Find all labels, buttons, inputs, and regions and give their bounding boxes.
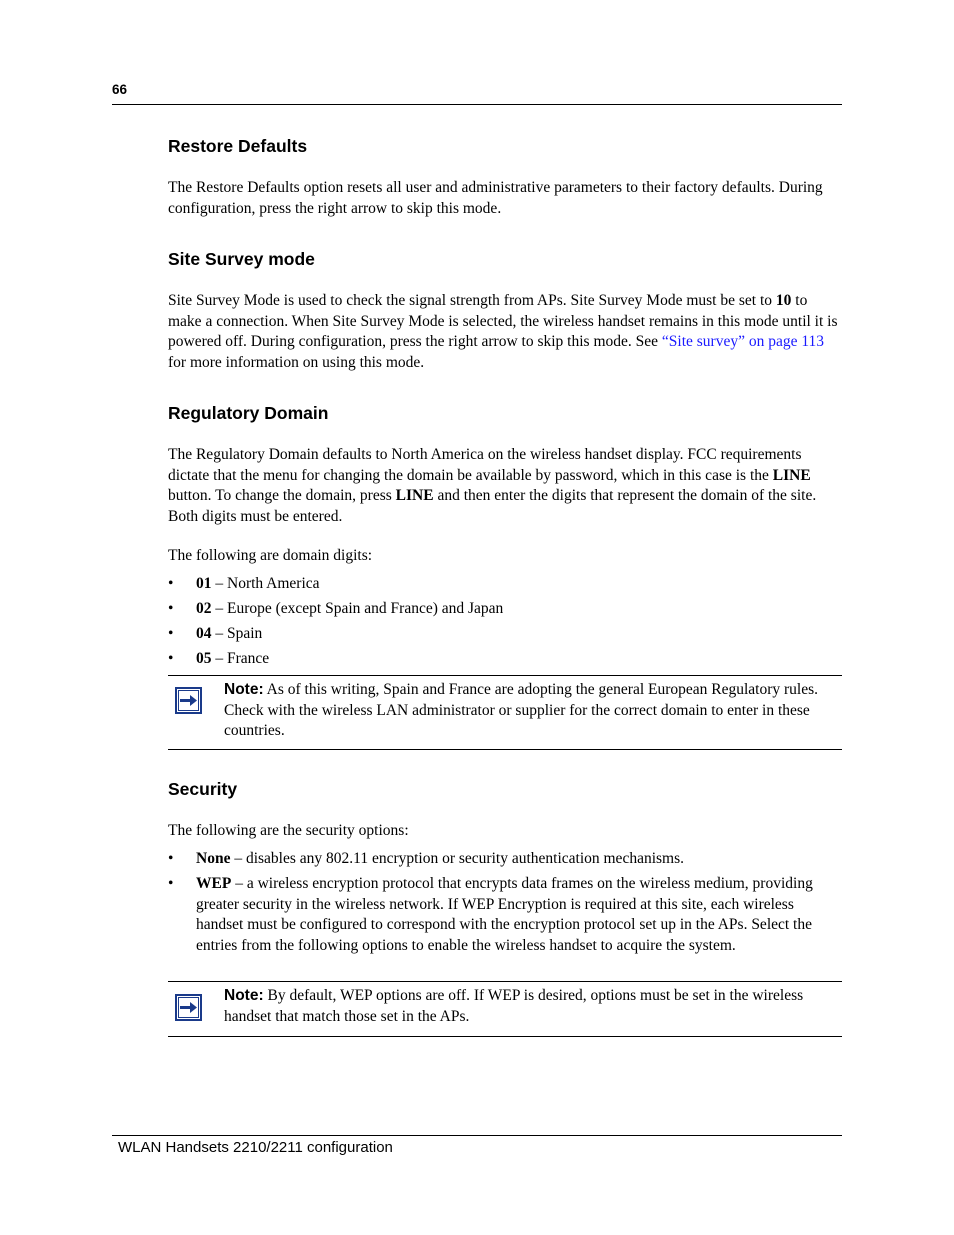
list-item: • None – disables any 802.11 encryption or security authentication mechanisms. (168, 850, 685, 867)
note-box-regulatory (168, 675, 842, 750)
list-item: • 04 – Spain (168, 625, 263, 642)
domain-digits-intro: The following are domain digits: (168, 547, 373, 564)
note-text-security: Note: By default, WEP options are off. If WEP is desired, options must be set in the wireless handset that match those set in the APs. (224, 987, 804, 1025)
arrow-right-icon (175, 687, 202, 714)
site-survey-body: Site Survey Mode is used to check the signal strength from APs. Site Survey Mode must be set to 10 to make a connection. When Site Survey Mode is selected, the wireless handset remains in this mode until it is powered off. During configuration, press the right arrow to skip this mode. See “Site survey” on page 113 for more information on using this mode. (168, 292, 838, 371)
list-item: • 05 – France (168, 650, 270, 667)
site-survey-link[interactable]: “Site survey” on page 113 (661, 333, 825, 350)
heading-site-survey: Site Survey mode (168, 249, 315, 269)
header-rule (112, 104, 842, 105)
page-number: 66 (112, 82, 128, 97)
heading-restore-defaults: Restore Defaults (168, 136, 308, 156)
heading-regulatory-domain: Regulatory Domain (168, 403, 329, 423)
list-item: • 01 – North America (168, 575, 320, 592)
security-options-list (168, 849, 843, 956)
list-item: • WEP – a wireless encryption protocol that encrypts data frames on the wireless medium, providing greater security in the wireless network. If WEP Encryption is required at this site, each wireless handset must be configured to correspond with the encryption protocol set up in the APs. Select the entries from the following options to enable the wireless handset to acquire the system. (168, 875, 813, 954)
security-intro: The following are the security options: (168, 822, 409, 839)
site-survey-value: 10 (775, 292, 792, 309)
heading-security: Security (168, 779, 238, 799)
list-item: • 02 – Europe (except Spain and France) and Japan (168, 600, 504, 617)
restore-defaults-body: The Restore Defaults option resets all user and administrative parameters to their factory defaults. During configuration, press the right arrow to skip this mode. (168, 179, 823, 217)
footer-title: WLAN Handsets 2210/2211 configuration (118, 1139, 393, 1156)
note-text-regulatory: Note: As of this writing, Spain and France are adopting the general European Regulatory rules. Check with the wireless LAN administrator or supplier for the correct domain to enter in these countries. (224, 681, 819, 739)
arrow-right-icon (175, 994, 202, 1021)
regulatory-body: The Regulatory Domain defaults to North America on the wireless handset display. FCC requirements dictate that the menu for changing the domain be available by password, which in this case is the LINE button. To change the domain, press LINE and then enter the digits that represent the domain of the site. Both digits must be entered. (168, 446, 817, 525)
footer-rule (112, 1135, 842, 1136)
note-box-security (168, 981, 842, 1037)
domain-digits-list (168, 574, 843, 670)
